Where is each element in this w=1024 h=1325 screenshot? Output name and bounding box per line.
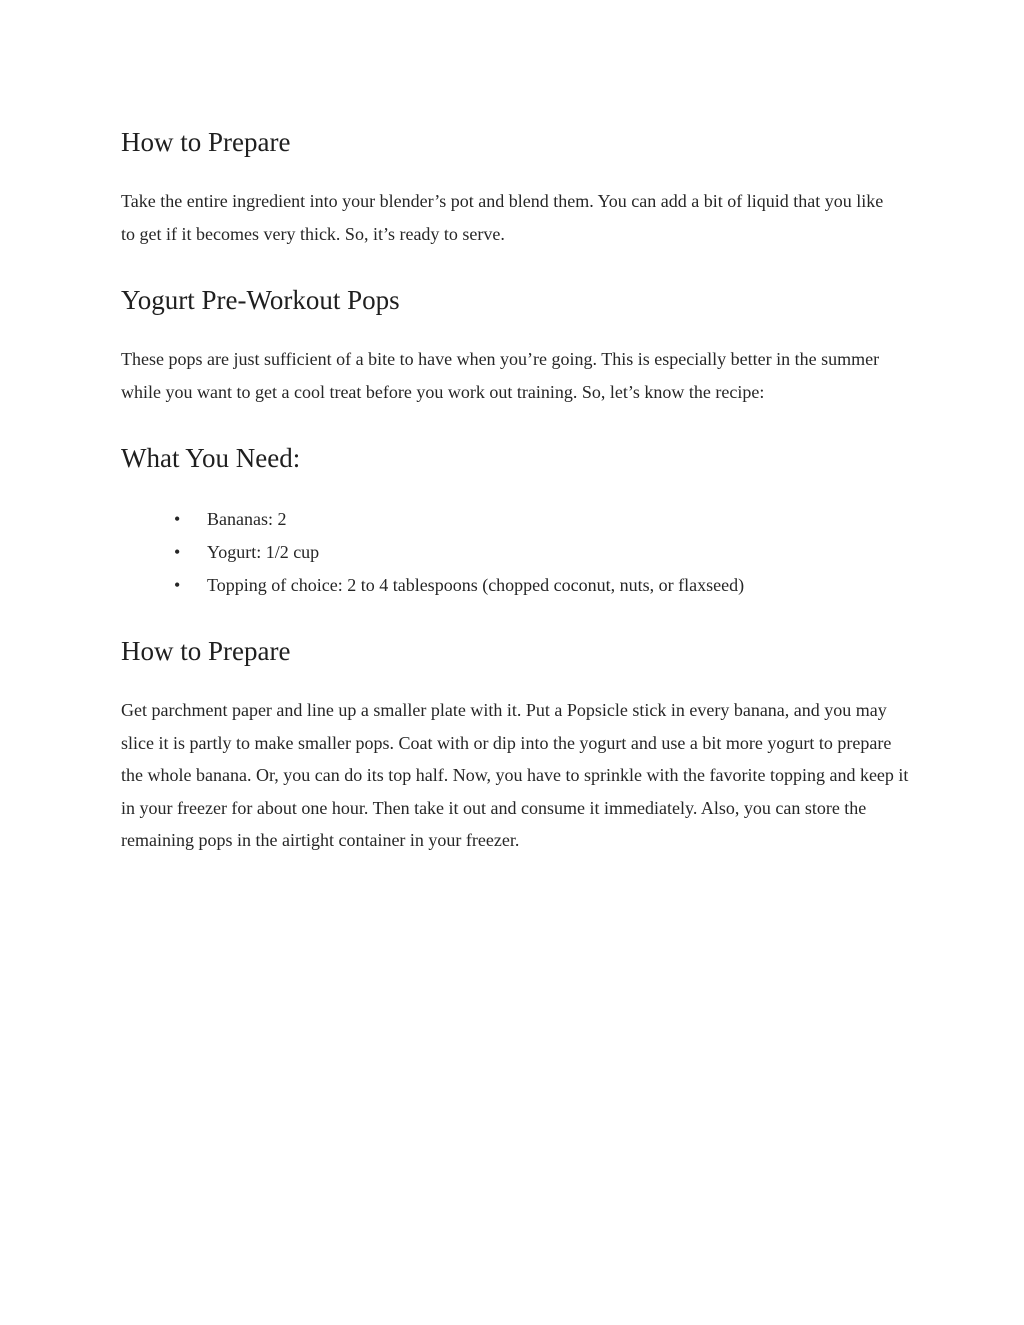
heading-how-to-prepare-1: How to Prepare (121, 127, 291, 157)
list-item (121, 569, 744, 602)
heading-how-to-prepare-2: How to Prepare (121, 636, 291, 666)
list-item-text: Topping of choice: 2 to 4 tablespoons (chopped coconut, nuts, or flaxseed) (207, 575, 745, 595)
bullet-icon: • (174, 509, 181, 529)
paragraph-prepare-smoothie: Take the entire ingredient into your blender’s pot and blend them. You can add a bit of liquid that you like to get if it becomes very thick. So, it’s ready to serve. (121, 191, 884, 244)
list-item (121, 503, 744, 536)
paragraph-prepare-pops: Get parchment paper and line up a smaller plate with it. Put a Popsicle stick in every banana, and you may slice it is partly to make smaller pops. Coat with or dip into the yogurt and use a bit more yogurt to prepare the whole banana. Or, you can do its top half. Now, you have to sprinkle with the favorite topping and keep it in your freezer for about one hour. Then take it out and consume it immediately. Also, you can store the remaining pops in the airtight container in your freezer. (121, 700, 909, 851)
heading-yogurt-pre-workout-pops: Yogurt Pre-Workout Pops (121, 285, 400, 315)
list-item-text: Bananas: 2 (207, 509, 287, 529)
bullet-icon: • (174, 542, 181, 562)
list-item (121, 536, 744, 569)
bullet-icon: • (174, 575, 181, 595)
list-item-text: Yogurt: 1/2 cup (207, 542, 320, 562)
heading-what-you-need: What You Need: (121, 443, 301, 473)
paragraph-yogurt-pops-intro: These pops are just sufficient of a bite to have when you’re going. This is especially better in the summer while you want to get a cool treat before you work out training. So, let’s know the recipe: (121, 349, 880, 402)
ingredient-list (121, 503, 744, 602)
